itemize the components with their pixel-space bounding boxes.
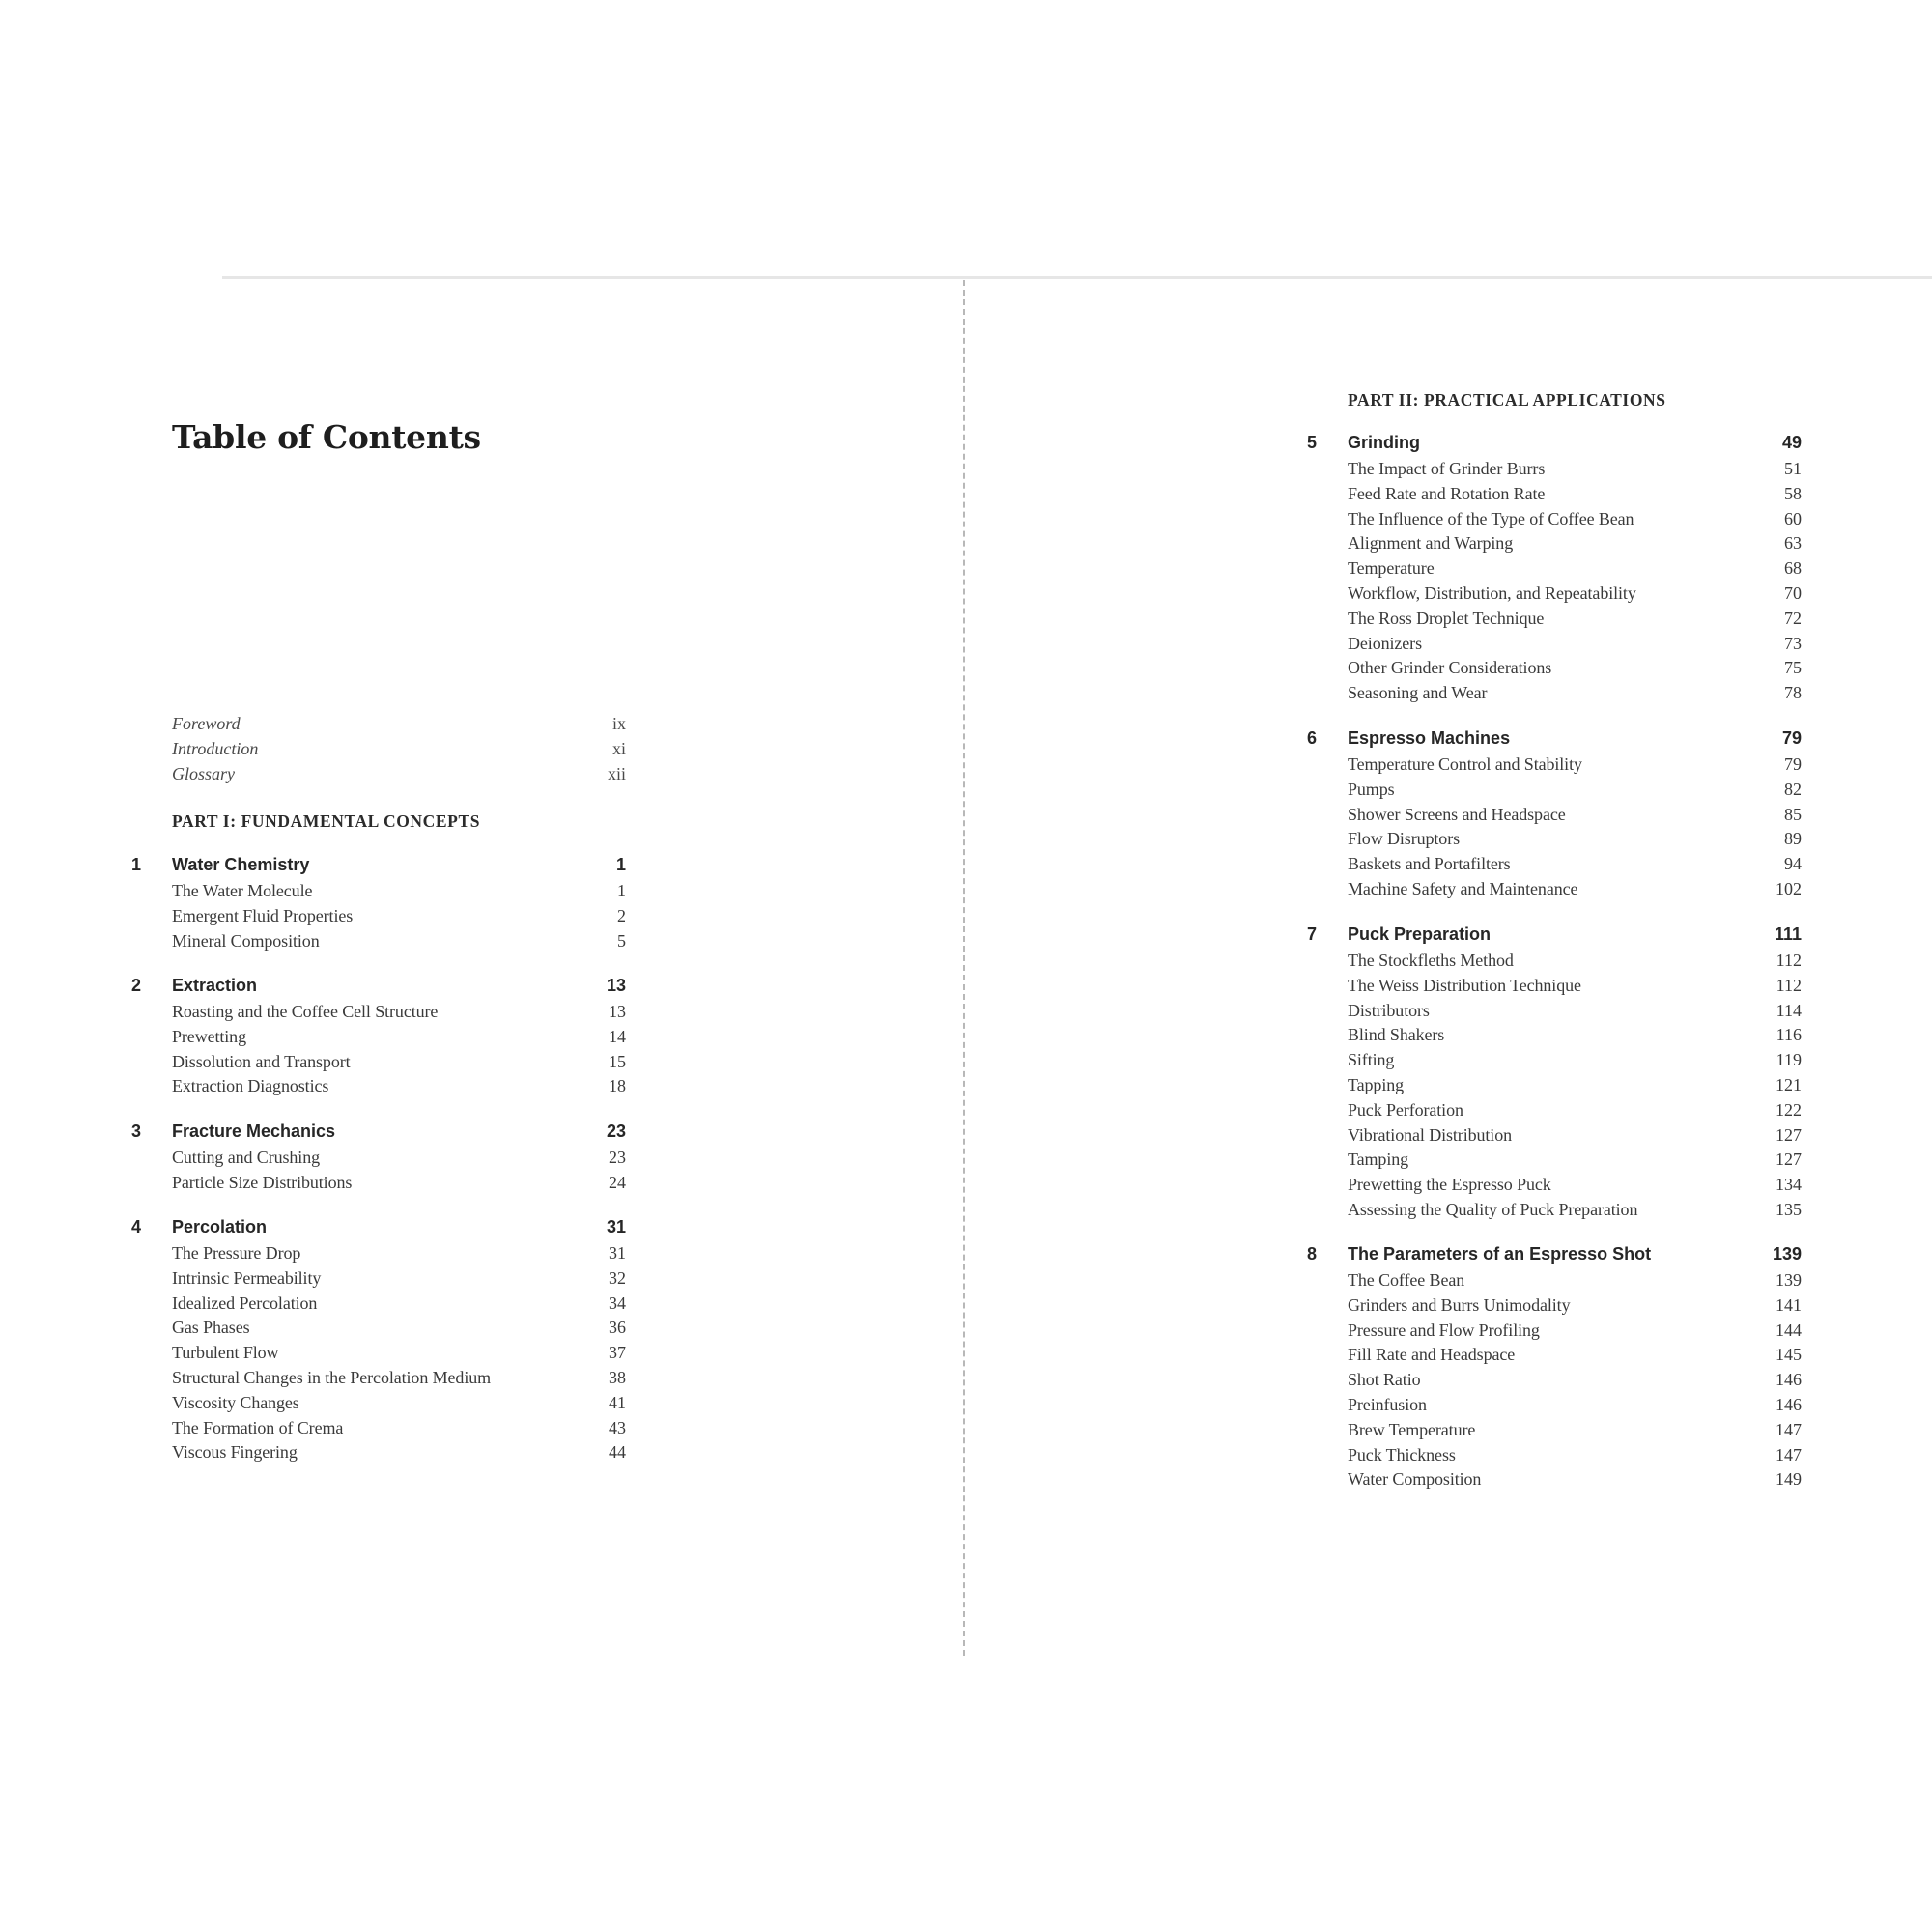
toc-entry-label: Turbulent Flow	[172, 1343, 279, 1363]
toc-entry-page: xi	[611, 738, 626, 758]
toc-entry-label: The Impact of Grinder Burrs	[1348, 459, 1546, 478]
toc-entry-label: Viscous Fingering	[172, 1442, 298, 1463]
toc-section-entry[interactable]	[1348, 1343, 1802, 1368]
toc-entry-page: 36	[609, 1318, 626, 1338]
toc-entry-label: Machine Safety and Maintenance	[1348, 878, 1578, 898]
toc-entry-page: 73	[1784, 633, 1802, 653]
toc-entry-label: Prewetting	[172, 1026, 246, 1046]
toc-entry-page: 89	[1784, 829, 1802, 849]
right-page	[965, 0, 1932, 1932]
toc-section-entry[interactable]	[1348, 827, 1802, 852]
toc-section-entry[interactable]	[1348, 607, 1802, 632]
toc-entry-label: The Coffee Bean	[1348, 1270, 1465, 1290]
toc-entry-label: Assessing the Quality of Puck Preparation	[1348, 1199, 1638, 1219]
toc-entry-page: 2	[617, 905, 626, 925]
toc-section-entry[interactable]	[1348, 999, 1802, 1024]
toc-entry-page: 114	[1776, 1000, 1802, 1020]
toc-section-entry[interactable]	[1348, 1368, 1802, 1393]
toc-section-entry[interactable]	[172, 1000, 626, 1025]
toc-entry-page: 14	[609, 1026, 626, 1046]
chapter-5	[1307, 428, 1802, 706]
toc-entry-page: 145	[1776, 1345, 1802, 1365]
chapter-heading[interactable]	[131, 1117, 626, 1146]
toc-entry-page: 72	[1784, 608, 1802, 628]
toc-section-entry[interactable]	[1348, 1098, 1802, 1123]
toc-section-entry[interactable]	[1348, 582, 1802, 607]
toc-entry-page: 127	[1776, 1124, 1802, 1145]
toc-entry-label: Glossary	[172, 763, 236, 783]
toc-entry-page: 44	[609, 1442, 626, 1463]
chapter-2	[131, 971, 626, 1099]
toc-entry-page: 23	[609, 1148, 626, 1167]
toc-entry-label: Deionizers	[1348, 633, 1422, 653]
toc-section-entry[interactable]	[1348, 1293, 1802, 1319]
toc-entry-label: Extraction Diagnostics	[172, 1076, 329, 1096]
toc-entry-label: Temperature Control and Stability	[1348, 754, 1582, 774]
page-title: Table of Contents	[172, 418, 481, 456]
toc-section-entry[interactable]	[172, 1292, 626, 1317]
chapter-heading[interactable]	[1307, 1239, 1802, 1268]
toc-entry-page: 134	[1776, 1175, 1802, 1195]
toc-section-entry[interactable]	[1348, 1268, 1802, 1293]
toc-section-entry[interactable]	[1348, 1198, 1802, 1223]
toc-section-entry[interactable]	[1348, 852, 1802, 877]
toc-entry-label: Particle Size Distributions	[172, 1172, 353, 1192]
toc-entry-page: 58	[1784, 483, 1802, 503]
toc-section-entry[interactable]	[172, 1316, 626, 1341]
toc-section-entry[interactable]	[172, 1266, 626, 1292]
toc-entry-label: Mineral Composition	[172, 930, 320, 951]
toc-entry-label: Distributors	[1348, 1000, 1430, 1020]
toc-entry-page: 32	[609, 1267, 626, 1288]
toc-entry-label: Feed Rate and Rotation Rate	[1348, 483, 1546, 503]
toc-entry-label: Puck Perforation	[1348, 1099, 1463, 1120]
toc-section-entry[interactable]	[1348, 1023, 1802, 1048]
toc-entry-label: Gas Phases	[172, 1318, 250, 1338]
toc-entry-page: 127	[1776, 1150, 1802, 1170]
toc-entry-page: 68	[1784, 558, 1802, 579]
toc-entry-label: Fill Rate and Headspace	[1348, 1345, 1516, 1365]
toc-section-entry[interactable]	[1348, 949, 1802, 974]
toc-entry-page: 5	[617, 930, 626, 951]
chapter-title: The Parameters of an Espresso Shot	[1348, 1244, 1652, 1264]
toc-section-entry[interactable]	[172, 1074, 626, 1099]
toc-entry-introduction[interactable]	[172, 737, 626, 762]
toc-entry-page: 70	[1784, 582, 1802, 603]
toc-entry-label: Baskets and Portafilters	[1348, 854, 1511, 874]
toc-entry-label: Shower Screens and Headspace	[1348, 804, 1566, 824]
toc-entry-page: 112	[1776, 975, 1802, 995]
toc-entry-page: 34	[609, 1293, 626, 1313]
toc-entry-label: Roasting and the Coffee Cell Structure	[172, 1002, 439, 1021]
toc-entry-page: 102	[1776, 878, 1802, 898]
chapter-7	[1307, 920, 1802, 1223]
toc-entry-label: Tapping	[1348, 1074, 1405, 1094]
toc-entry-page: 37	[609, 1343, 626, 1363]
chapter-number: 3	[131, 1122, 142, 1141]
toc-entry-foreword[interactable]	[172, 712, 626, 737]
chapter-title: Grinding	[1348, 433, 1420, 452]
toc-entry-page: 63	[1784, 533, 1802, 554]
toc-entry-page: 139	[1776, 1270, 1802, 1290]
toc-section-entry[interactable]	[172, 929, 626, 954]
toc-entry-label: The Weiss Distribution Technique	[1348, 975, 1581, 995]
chapter-number: 4	[131, 1217, 142, 1236]
toc-section-entry[interactable]	[1348, 1148, 1802, 1173]
toc-entry-label: The Pressure Drop	[172, 1243, 301, 1263]
toc-section-entry[interactable]	[172, 1146, 626, 1171]
toc-section-entry[interactable]	[1348, 1443, 1802, 1468]
chapter-heading[interactable]	[131, 971, 626, 1000]
toc-entry-page: 119	[1776, 1050, 1802, 1070]
toc-entry-page: 51	[1784, 459, 1802, 478]
part-heading: PART I: FUNDAMENTAL CONCEPTS	[172, 811, 481, 831]
chapter-heading[interactable]	[1307, 920, 1802, 949]
chapter-page: 31	[606, 1217, 626, 1236]
toc-entry-page: 146	[1776, 1370, 1802, 1390]
chapter-number: 1	[131, 855, 142, 874]
chapter-heading[interactable]	[1307, 724, 1802, 753]
chapter-title: Extraction	[172, 976, 258, 995]
toc-section-entry[interactable]	[1348, 803, 1802, 828]
toc-entry-page: 18	[609, 1076, 626, 1096]
chapter-page: 79	[1781, 728, 1802, 748]
toc-section-entry[interactable]	[1348, 974, 1802, 999]
chapter-page: 111	[1774, 924, 1802, 944]
toc-entry-label: Blind Shakers	[1348, 1025, 1445, 1045]
chapter-page: 139	[1772, 1244, 1802, 1264]
toc-entry-page: 94	[1784, 854, 1802, 874]
toc-entry-label: Pressure and Flow Profiling	[1348, 1320, 1540, 1340]
chapter-heading[interactable]	[131, 1212, 626, 1241]
toc-entry-label: Temperature	[1348, 558, 1435, 579]
toc-entry-page: 112	[1776, 951, 1802, 970]
toc-entry-page: 43	[609, 1417, 626, 1437]
toc-entry-label: Brew Temperature	[1348, 1419, 1476, 1439]
chapter-page: 13	[606, 976, 626, 995]
toc-section-entry[interactable]	[1348, 482, 1802, 507]
toc-section-entry[interactable]	[1348, 632, 1802, 657]
toc-entry-page: 78	[1784, 683, 1802, 703]
toc-section-entry[interactable]	[1348, 1393, 1802, 1418]
toc-entry-label: Preinfusion	[1348, 1394, 1427, 1414]
toc-entry-label: The Water Molecule	[172, 881, 313, 900]
toc-entry-label: Cutting and Crushing	[172, 1148, 321, 1167]
toc-entry-label: The Formation of Crema	[172, 1417, 344, 1437]
toc-entry-label: Idealized Percolation	[172, 1293, 318, 1313]
toc-entry-label: Shot Ratio	[1348, 1370, 1421, 1390]
toc-entry-label: Structural Changes in the Percolation Medium	[172, 1367, 492, 1387]
chapter-4	[131, 1212, 626, 1465]
chapter-page: 23	[606, 1122, 626, 1141]
toc-entry-label: Emergent Fluid Properties	[172, 905, 354, 925]
toc-entry-label: Alignment and Warping	[1348, 533, 1514, 554]
toc-entry-label: Prewetting the Espresso Puck	[1348, 1175, 1551, 1195]
toc-entry-page: 24	[609, 1172, 626, 1192]
toc-entry-page: 31	[609, 1243, 626, 1263]
toc-section-entry[interactable]	[172, 1241, 626, 1266]
toc-entry-page: 75	[1784, 658, 1802, 678]
toc-entry-label: Introduction	[172, 738, 259, 758]
toc-entry-page: 13	[609, 1002, 626, 1021]
toc-entry-label: The Ross Droplet Technique	[1348, 608, 1545, 628]
toc-entry-page: 15	[609, 1051, 626, 1071]
toc-section-entry[interactable]	[1348, 1319, 1802, 1344]
chapter-title: Fracture Mechanics	[172, 1122, 336, 1141]
toc-entry-page: 116	[1776, 1025, 1802, 1045]
toc-section-entry[interactable]	[1348, 1467, 1802, 1492]
left-page	[0, 0, 964, 1932]
toc-entry-label: Water Composition	[1348, 1469, 1482, 1490]
toc-section-entry[interactable]	[172, 1366, 626, 1391]
toc-entry-label: The Influence of the Type of Coffee Bean	[1348, 508, 1634, 528]
toc-entry-label: Pumps	[1348, 779, 1395, 799]
toc-section-entry[interactable]	[1348, 507, 1802, 532]
chapter-title: Percolation	[172, 1217, 268, 1236]
toc-entry-page: 146	[1776, 1394, 1802, 1414]
toc-entry-page: 41	[609, 1392, 626, 1412]
toc-entry-label: Dissolution and Transport	[172, 1051, 351, 1071]
chapter-page: 1	[615, 855, 626, 874]
toc-entry-page: 121	[1776, 1074, 1802, 1094]
toc-entry-glossary[interactable]	[172, 762, 626, 787]
toc-section-entry[interactable]	[172, 1391, 626, 1416]
toc-entry-page: 141	[1776, 1294, 1802, 1315]
toc-entry-page: 79	[1784, 754, 1802, 774]
toc-section-entry[interactable]	[172, 1341, 626, 1366]
toc-entry-label: Workflow, Distribution, and Repeatability	[1348, 582, 1636, 603]
chapter-number: 2	[131, 976, 142, 995]
toc-entry-page: ix	[611, 714, 626, 733]
chapter-title: Puck Preparation	[1348, 924, 1492, 944]
toc-section-entry[interactable]	[1348, 656, 1802, 681]
chapter-8	[1307, 1239, 1802, 1492]
toc-entry-page: 149	[1776, 1469, 1802, 1490]
chapter-heading[interactable]	[131, 850, 626, 879]
chapter-3	[131, 1117, 626, 1196]
toc-entry-page: xii	[607, 763, 626, 783]
toc-section-entry[interactable]	[172, 1171, 626, 1196]
toc-section-entry[interactable]	[1348, 457, 1802, 482]
toc-entry-label: Flow Disruptors	[1348, 829, 1461, 849]
toc-entry-page: 144	[1776, 1320, 1802, 1340]
toc-section-entry[interactable]	[1348, 556, 1802, 582]
toc-section-entry[interactable]	[1348, 753, 1802, 778]
chapter-page: 49	[1781, 433, 1802, 452]
toc-entry-label: Foreword	[172, 714, 241, 733]
toc-section-entry[interactable]	[1348, 1123, 1802, 1149]
toc-section-entry[interactable]	[172, 1025, 626, 1050]
toc-entry-label: Vibrational Distribution	[1348, 1124, 1512, 1145]
chapter-number: 7	[1307, 924, 1318, 944]
toc-entry-page: 60	[1784, 508, 1802, 528]
toc-section-entry[interactable]	[172, 1416, 626, 1441]
toc-entry-label: Viscosity Changes	[172, 1392, 299, 1412]
toc-entry-label: Grinders and Burrs Unimodality	[1348, 1294, 1571, 1315]
toc-section-entry[interactable]	[1348, 778, 1802, 803]
toc-section-entry[interactable]	[1348, 531, 1802, 556]
toc-entry-label: Intrinsic Permeability	[172, 1267, 322, 1288]
chapter-title: Water Chemistry	[172, 855, 310, 874]
toc-entry-page: 147	[1776, 1444, 1802, 1464]
part-heading: PART II: PRACTICAL APPLICATIONS	[1348, 390, 1666, 410]
toc-entry-page: 135	[1776, 1199, 1802, 1219]
toc-section-entry[interactable]	[172, 1440, 626, 1465]
toc-entry-label: Sifting	[1348, 1050, 1395, 1070]
toc-section-entry[interactable]	[1348, 681, 1802, 706]
chapter-6	[1307, 724, 1802, 902]
toc-entry-page: 38	[609, 1367, 626, 1387]
chapter-1	[131, 850, 626, 953]
toc-section-entry[interactable]	[172, 879, 626, 904]
toc-entry-label: Seasoning and Wear	[1348, 683, 1488, 703]
chapter-heading[interactable]	[1307, 428, 1802, 457]
toc-entry-page: 147	[1776, 1419, 1802, 1439]
toc-entry-label: Puck Thickness	[1348, 1444, 1456, 1464]
toc-section-entry[interactable]	[1348, 1073, 1802, 1098]
toc-entry-page: 82	[1784, 779, 1802, 799]
toc-entry-label: Other Grinder Considerations	[1348, 658, 1552, 678]
toc-section-entry[interactable]	[1348, 1048, 1802, 1073]
toc-section-entry[interactable]	[1348, 1173, 1802, 1198]
toc-section-entry[interactable]	[172, 904, 626, 929]
toc-entry-page: 85	[1784, 804, 1802, 824]
toc-entry-label: The Stockfleths Method	[1348, 951, 1514, 970]
toc-entry-page: 1	[617, 881, 626, 900]
chapter-number: 8	[1307, 1244, 1318, 1264]
toc-section-entry[interactable]	[1348, 877, 1802, 902]
toc-section-entry[interactable]	[1348, 1418, 1802, 1443]
toc-entry-label: Tamping	[1348, 1150, 1409, 1170]
toc-section-entry[interactable]	[172, 1050, 626, 1075]
chapter-title: Espresso Machines	[1348, 728, 1511, 748]
chapter-number: 6	[1307, 728, 1318, 748]
chapter-number: 5	[1307, 433, 1318, 452]
front-matter-list	[172, 712, 626, 786]
toc-entry-page: 122	[1776, 1099, 1802, 1120]
